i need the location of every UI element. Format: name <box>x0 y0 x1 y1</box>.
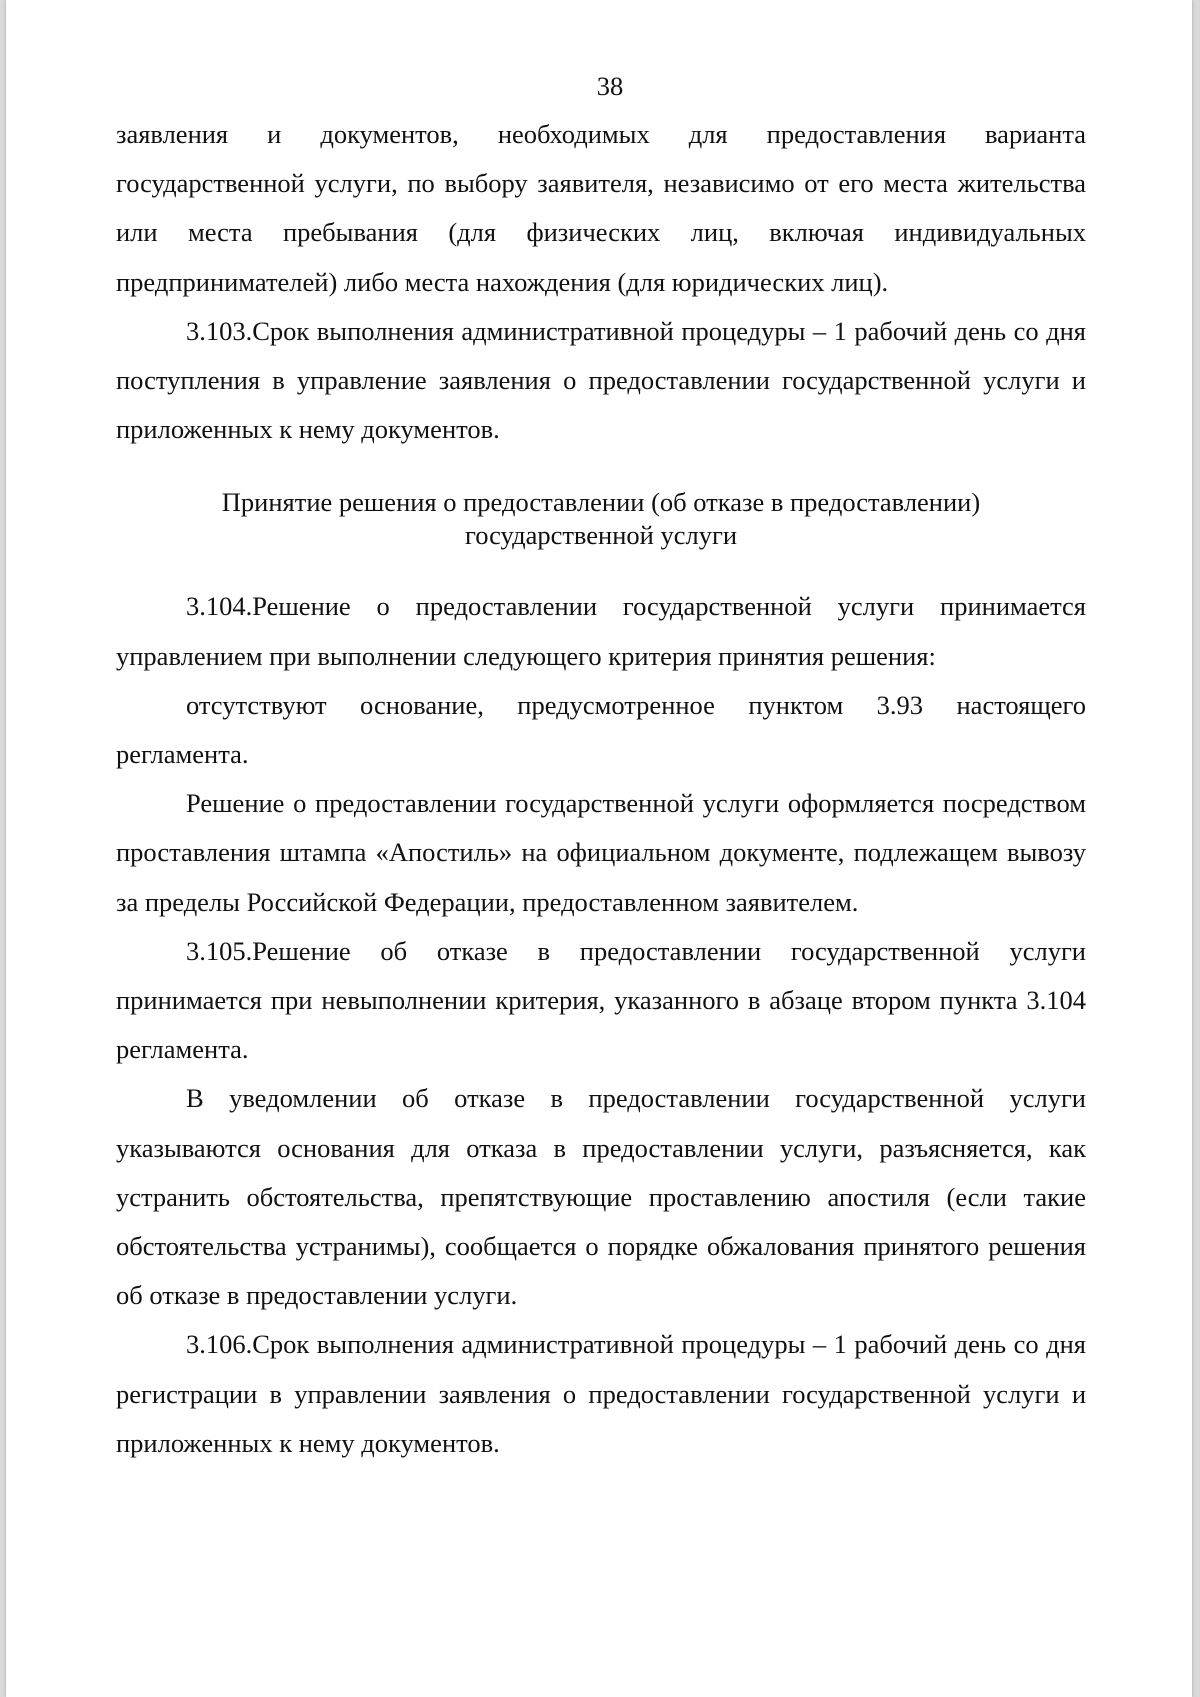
paragraph-criterion: отсутствуют основание, предусмотренное пунктом 3.93 настоящего регламента. <box>116 689 1086 770</box>
section-heading <box>116 486 1086 552</box>
paragraph-3-105: 3.105.Решение об отказе в предоставлении государственной услуги принимается при невыполнении критерия, указанного в абзаце втором пункта 3.104 регламента. <box>116 935 1086 1065</box>
paragraph-3-103: 3.103.Срок выполнения административной процедуры – 1 рабочий день со дня поступления в управление заявления о предоставлении государственной услуги и приложенных к нему документов. <box>116 315 1086 445</box>
paragraph-continuation: заявления и документов, необходимых для предоставления варианта государственной услуги, по выбору заявителя, независимо от его места жительства или места пребывания (для физических лиц, включая индивидуальных предпринимателей) либо места нахождения (для юридических лиц). <box>116 119 1086 297</box>
paragraph-refusal-notice: В уведомлении об отказе в предоставлении государственной услуги указываются основания для отказа в предоставлении услуги, разъясняется, как устранить обстоятельства, препятствующие проставлению апостиля (если такие обстоятельства устранимы), сообщается о порядке обжалования принятого решения об отказе в предоставлении услуги. <box>116 1083 1086 1311</box>
paragraph-3-104: 3.104.Решение о предоставлении государственной услуги принимается управлением при выполнении следующего критерия принятия решения: <box>116 591 1086 671</box>
section-heading-line-2: государственной услуги <box>464 520 738 551</box>
paragraph-3-106: 3.106.Срок выполнения административной процедуры – 1 рабочий день со дня регистрации в управлении заявления о предоставлении государственной услуги и приложенных к нему документов. <box>116 1329 1086 1458</box>
paragraph-decision-format: Решение о предоставлении государственной услуги оформляется посредством проставления штампа «Апостиль» на официальном документе, подлежащем вывозу за пределы Российской Федерации, предоставленном заявителем. <box>116 788 1086 917</box>
document-page <box>6 0 1192 1697</box>
section-heading-line-1: Принятие решения о предоставлении (об отказе в предоставлении) <box>221 487 981 518</box>
page-number: 38 <box>596 71 624 101</box>
page-content <box>116 62 1086 1468</box>
